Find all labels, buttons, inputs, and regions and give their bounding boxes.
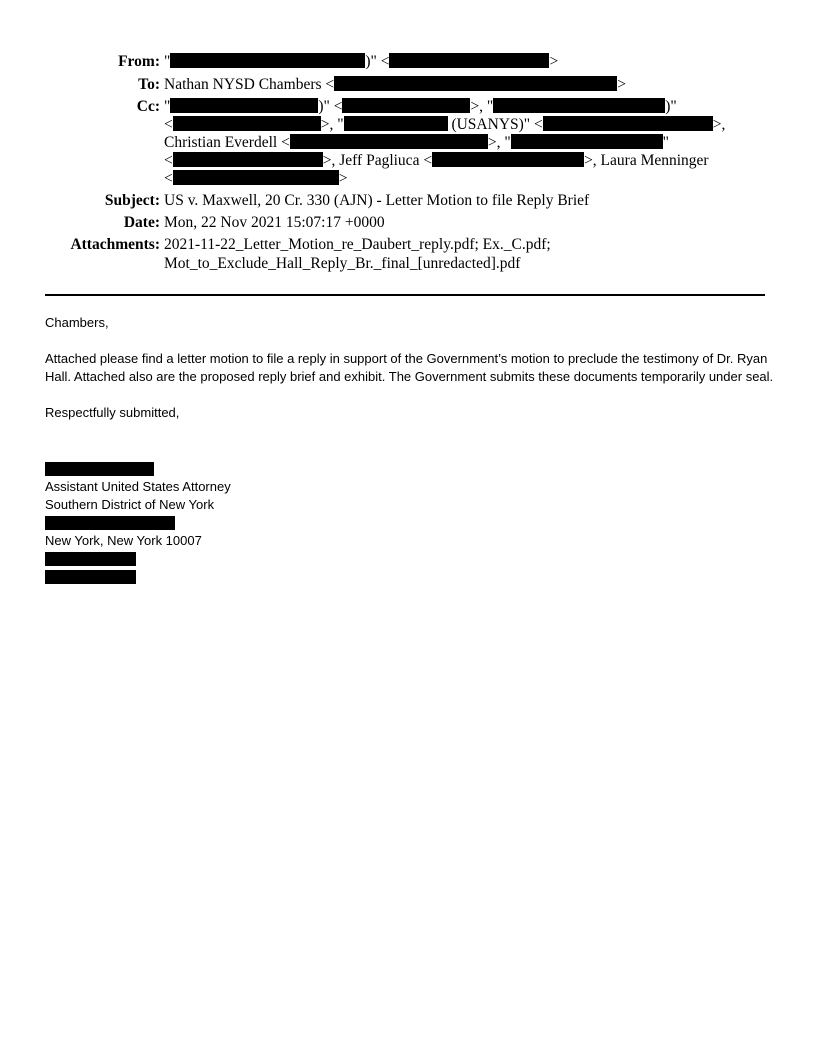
- cc-row-5: [0, 170, 816, 188]
- to-label: To:: [138, 76, 160, 93]
- greeting: Chambers,: [45, 315, 109, 330]
- body-paragraph: Attached please find a letter motion to file a reply in support of the Government’s motion to preclude the testimony of Dr. Ryan Hall. Attached also are the proposed reply brief and exhibit. The Government submits these documents temporarily under seal.: [45, 351, 774, 384]
- redacted-contact: [45, 570, 136, 584]
- signer-office: Southern District of New York: [45, 497, 215, 512]
- redaction: [170, 98, 318, 113]
- cc-value-line-2: < >, " (USANYS)" < >,: [164, 116, 726, 133]
- redaction: [334, 76, 617, 91]
- from-label: From:: [118, 53, 160, 70]
- signer-city: New York, New York 10007: [45, 533, 202, 548]
- redacted-phone: [45, 552, 136, 566]
- subject-label: Subject:: [104, 192, 160, 209]
- date-row: [0, 214, 816, 232]
- signer-title: Assistant United States Attorney: [45, 479, 231, 494]
- to-value: Nathan NYSD Chambers < >: [164, 76, 626, 93]
- redaction: [493, 98, 665, 113]
- attachments-row-2: [0, 255, 816, 273]
- redaction: [344, 116, 448, 131]
- cc-value-line-1: " )" < >, " )": [164, 98, 677, 115]
- redacted-signer-name: [45, 462, 154, 476]
- subject-row: [0, 192, 816, 210]
- redacted-address: [45, 516, 175, 530]
- to-row: [0, 76, 816, 94]
- cc-row-2: [0, 116, 816, 134]
- attachment-list-line-2: Mot_to_Exclude_Hall_Reply_Br._final_[unredacted].pdf: [164, 255, 521, 272]
- from-row: [0, 53, 816, 71]
- date-value: Mon, 22 Nov 2021 15:07:17 +0000: [164, 214, 385, 231]
- cc-label: Cc:: [136, 98, 160, 115]
- redaction: [173, 170, 339, 185]
- cc-value-line-4: < >, Jeff Pagliuca < >, Laura Menninger: [164, 152, 709, 169]
- redaction: [342, 98, 470, 113]
- redaction: [170, 53, 365, 68]
- attachments-row: [0, 236, 816, 254]
- redaction: [173, 152, 323, 167]
- attachment-list-line-1: 2021-11-22_Letter_Motion_re_Daubert_reply.pdf; Ex._C.pdf;: [164, 236, 551, 253]
- header-divider: [45, 294, 765, 296]
- redaction: [543, 116, 713, 131]
- closing: Respectfully submitted,: [45, 405, 180, 420]
- redaction: [432, 152, 584, 167]
- redaction: [389, 53, 549, 68]
- cc-row-4: [0, 152, 816, 170]
- redaction: [511, 134, 663, 149]
- cc-row-3: [0, 134, 816, 152]
- redaction: [290, 134, 488, 149]
- cc-value-line-3: Christian Everdell < >, " ": [164, 134, 669, 151]
- redaction: [173, 116, 321, 131]
- attachments-label: Attachments:: [70, 236, 160, 253]
- date-label: Date:: [123, 214, 160, 231]
- email-body: [45, 314, 775, 422]
- subject-value: US v. Maxwell, 20 Cr. 330 (AJN) - Letter Motion to file Reply Brief: [164, 192, 590, 209]
- cc-value-line-5: < >: [164, 170, 348, 187]
- from-value: " )" < >: [164, 53, 559, 70]
- cc-row: [0, 98, 816, 116]
